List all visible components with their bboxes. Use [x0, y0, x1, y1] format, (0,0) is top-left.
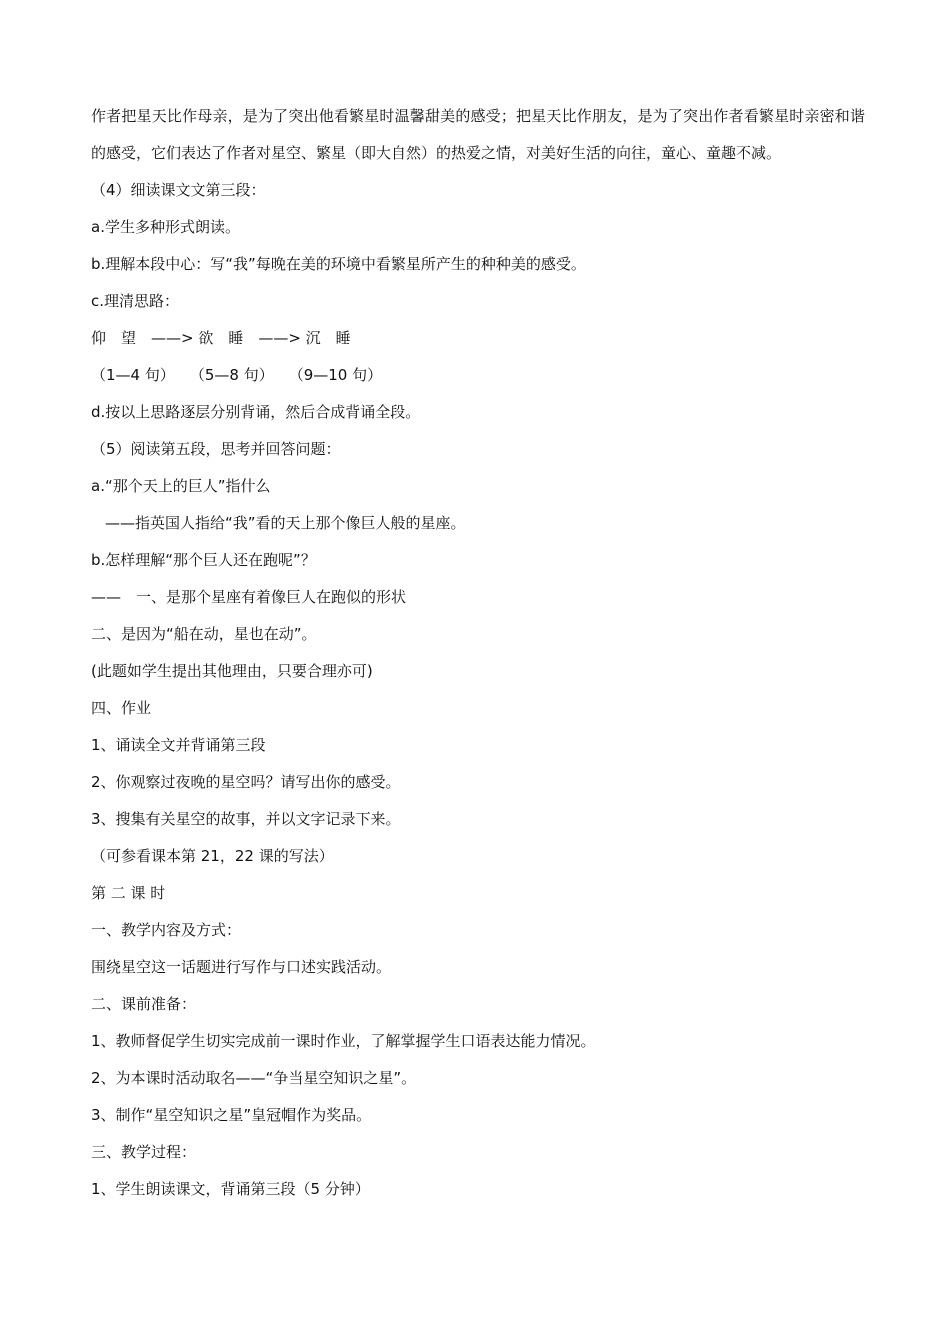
homework-item-1: 1、诵读全文并背诵第三段	[91, 736, 266, 754]
text-line-step4: （4）细读课文文第三段：	[91, 181, 266, 199]
text-line-answer-a: ——指英国人指给“我”看的天上那个像巨人般的星座。	[105, 514, 466, 532]
text-line-step5: （5）阅读第五段，思考并回答问题：	[91, 440, 341, 458]
heading-preparation: 二、课前准备：	[91, 995, 197, 1013]
text-line-b-center: b.理解本段中心：写“我”每晚在美的环境中看繁星所产生的种种美的感受。	[91, 255, 586, 273]
preparation-item-2: 2、为本课时活动取名——“争当星空知识之星”。	[91, 1069, 417, 1087]
preparation-item-1: 1、教师督促学生切实完成前一课时作业，了解掌握学生口语表达能力情况。	[91, 1032, 596, 1050]
heading-content-method: 一、教学内容及方式：	[91, 921, 242, 939]
homework-item-3: 3、搜集有关星空的故事，并以文字记录下来。	[91, 810, 401, 828]
heading-teaching-process: 三、教学过程：	[91, 1143, 197, 1161]
text-line-question-b: b.怎样理解“那个巨人还在跑呢”？	[91, 551, 316, 569]
text-line-a-reading: a.学生多种形式朗读。	[91, 218, 240, 236]
heading-homework: 四、作业	[91, 699, 152, 717]
text-line-flow: 仰 望 ——> 欲 睡 ——> 沉 睡	[91, 329, 351, 347]
text-line-d-recite: d.按以上思路逐层分别背诵，然后合成背诵全段。	[91, 403, 421, 421]
preparation-item-3: 3、制作“星空知识之星”皇冠帽作为奖品。	[91, 1106, 372, 1124]
paragraph-star-comparison: 作者把星天比作母亲，是为了突出他看繁星时温馨甜美的感受；把星天比作朋友，是为了突出作者看繁星时亲密和谐的感受，它们表达了作者对星空、繁星（即大自然）的热爱之情，对美好生活的向往，童心、童趣不减。	[91, 107, 865, 162]
process-item-1: 1、学生朗读课文，背诵第三段（5 分钟）	[91, 1180, 370, 1198]
text-line-answer-b2: 二、是因为“船在动，星也在动”。	[91, 625, 317, 643]
homework-item-2: 2、你观察过夜晚的星空吗？请写出你的感受。	[91, 773, 401, 791]
text-line-answer-b1: —— 一、是那个星座有着像巨人在跑似的形状	[91, 588, 407, 606]
text-line-activity: 围绕星空这一话题进行写作与口述实践活动。	[91, 958, 392, 976]
text-line-sentence-ranges: （1—4 句） （5—8 句） （9—10 句）	[91, 366, 383, 384]
text-line-question-a: a.“那个天上的巨人”指什么	[91, 477, 271, 495]
text-line-note: (此题如学生提出其他理由，只要合理亦可)	[91, 662, 373, 680]
homework-reference: （可参看课本第 21，22 课的写法）	[91, 847, 334, 865]
heading-second-lesson: 第 二 课 时	[91, 884, 166, 902]
document-body	[91, 98, 865, 1208]
text-line-c-thinking: c.理清思路：	[91, 292, 180, 310]
